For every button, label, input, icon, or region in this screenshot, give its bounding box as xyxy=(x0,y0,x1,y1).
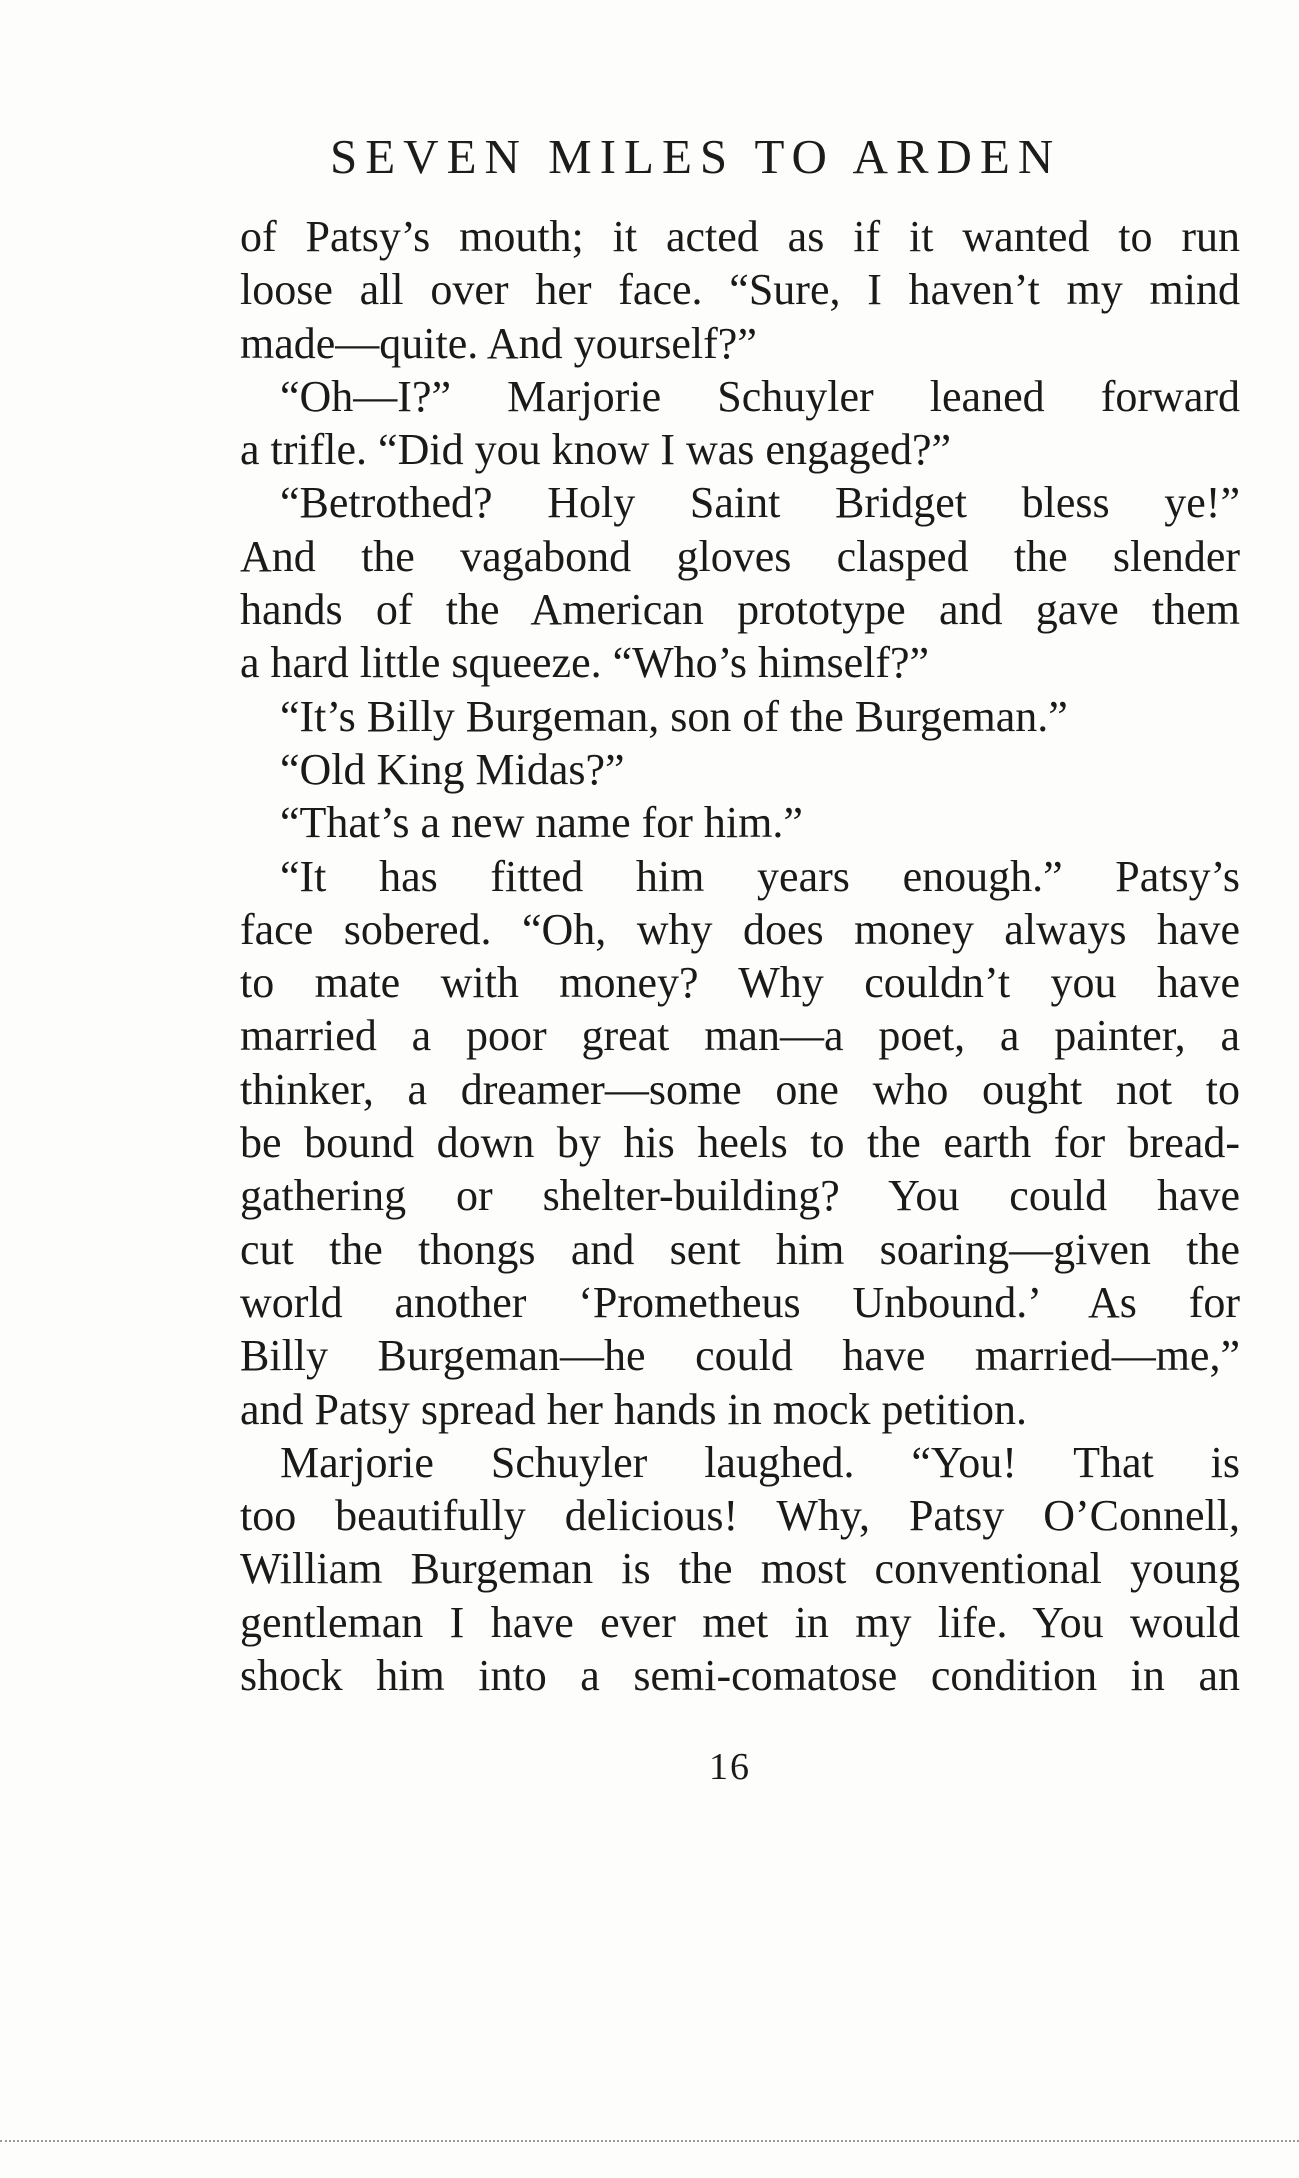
text-line: “It has fitted him years enough.” Patsy’s xyxy=(280,851,1240,901)
text-line: to mate with money? Why couldn’t you have xyxy=(240,958,1240,1008)
text-line: loose all over her face. “Sure, I haven’t my mind xyxy=(240,265,1240,315)
text-line: and Patsy spread her hands in mock petition. xyxy=(240,1384,1027,1434)
page-number: 16 xyxy=(709,1746,751,1788)
text-line: be bound down by his heels to the earth for bread- xyxy=(240,1118,1240,1168)
text-line: shock him into a semi-comatose condition in an xyxy=(240,1651,1240,1701)
text-line: “Oh—I?” Marjorie Schuyler leaned forward xyxy=(280,371,1240,421)
text-line: “Betrothed? Holy Saint Bridget bless ye!” xyxy=(280,478,1240,528)
text-line: “It’s Billy Burgeman, son of the Burgeman.” xyxy=(280,691,1068,741)
text-line: a trifle. “Did you know I was engaged?” xyxy=(240,425,952,475)
text-line: And the vagabond gloves clasped the slender xyxy=(240,531,1240,581)
text-line: world another ‘Prometheus Unbound.’ As for xyxy=(240,1277,1240,1327)
text-line: hands of the American prototype and gave them xyxy=(240,585,1240,635)
text-line: gathering or shelter-building? You could have xyxy=(240,1171,1240,1221)
text-line: “Old King Midas?” xyxy=(280,744,625,794)
text-line: face sobered. “Oh, why does money always have xyxy=(240,904,1240,954)
text-line: too beautifully delicious! Why, Patsy O’Connell, xyxy=(240,1491,1240,1541)
text-line: made—quite. And yourself?” xyxy=(240,318,757,368)
text-line: thinker, a dreamer—some one who ought not to xyxy=(240,1064,1240,1114)
text-line: Billy Burgeman—he could have married—me,” xyxy=(240,1331,1240,1381)
text-line: Marjorie Schuyler laughed. “You! That is xyxy=(280,1437,1240,1487)
running-head: SEVEN MILES TO ARDEN xyxy=(330,129,1062,184)
text-line: cut the thongs and sent him soaring—given the xyxy=(240,1224,1240,1274)
text-line: gentleman I have ever met in my life. You would xyxy=(240,1597,1240,1647)
text-line: “That’s a new name for him.” xyxy=(280,798,803,848)
text-line: married a poor great man—a poet, a painter, a xyxy=(240,1011,1240,1061)
text-line: William Burgeman is the most conventional young xyxy=(240,1544,1240,1594)
text-line: of Patsy’s mouth; it acted as if it wanted to run xyxy=(240,212,1240,261)
text-line: a hard little squeeze. “Who’s himself?” xyxy=(240,638,930,688)
page-bottom-edge xyxy=(0,2140,1299,2142)
body-text xyxy=(240,210,1240,1702)
